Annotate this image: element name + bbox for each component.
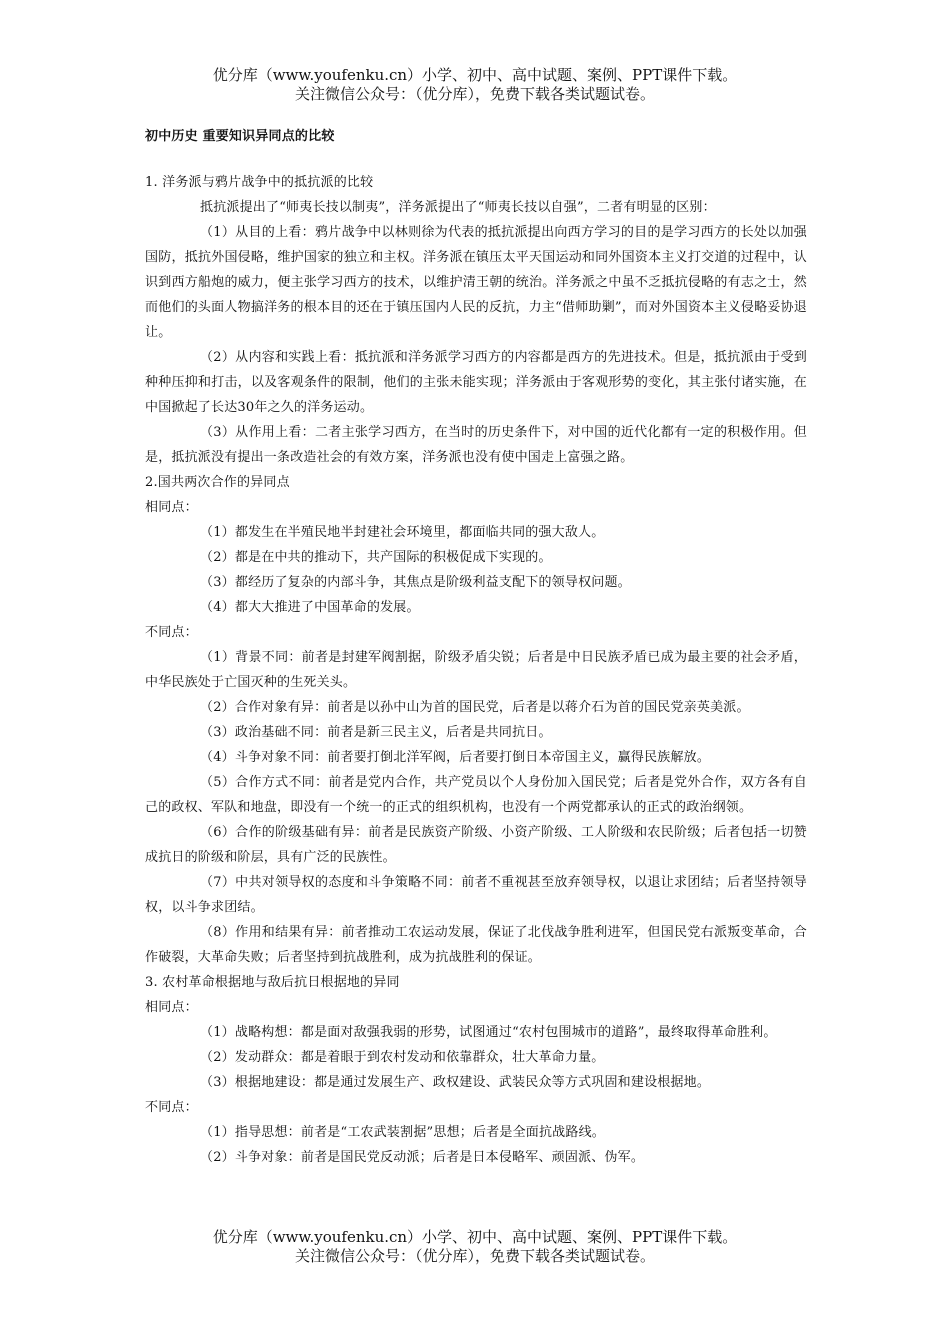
section-3-same-item: （1）战略构想：都是面对敌强我弱的形势，试图通过“农村包围城市的道路”，最终取得革命胜利。 (200, 1025, 777, 1040)
section-2-diff-item: （3）政治基础不同：前者是新三民主义，后者是共同抗日。 (200, 725, 552, 740)
section-2-diff-item: （1）背景不同：前者是封建军阀割据，阶级矛盾尖锐；后者是中日民族矛盾已成为最主要的社会矛盾，中华民族处于亡国灭种的生死关头。 (145, 650, 807, 690)
document-title: 初中历史 重要知识异同点的比较 (145, 129, 335, 144)
section-1-paragraph: （1）从目的上看：鸦片战争中以林则徐为代表的抵抗派提出向西方学习的目的是学习西方的长处以加强国防，抵抗外国侵略，维护国家的独立和主权。洋务派在镇压太平天国运动和同外国资本主义打交道的过程中，认识到西方船炮的威力，便主张学习西方的技术，以维护清王朝的统治。洋务派之中虽不乏抵抗侵略的有志之士，然而他们的头面人物搞洋务的根本目的还在于镇压国内人民的反抗，力主“借师助剿”，而对外国资本主义侵略妥协退让。 (145, 225, 807, 340)
section-1-paragraph: （3）从作用上看：二者主张学习西方，在当时的历史条件下，对中国的近代化都有一定的积极作用。但是，抵抗派没有提出一条改造社会的有效方案，洋务派也没有使中国走上富强之路。 (145, 425, 807, 465)
header-banner (0, 66, 950, 104)
banner-line-1: 优分库（www.youfenku.cn）小学、初中、高中试题、案例、PPT课件下载。 (212, 1228, 738, 1246)
section-3-diff-label: 不同点： (145, 1100, 198, 1115)
banner-line-1: 优分库（www.youfenku.cn）小学、初中、高中试题、案例、PPT课件下载。 (212, 66, 738, 84)
section-3-same-label: 相同点： (145, 1000, 198, 1015)
section-1-paragraph: （2）从内容和实践上看：抵抗派和洋务派学习西方的内容都是西方的先进技术。但是，抵抗派由于受到种种压抑和打击，以及客观条件的限制，他们的主张未能实现；洋务派由于客观形势的变化，其主张付诸实施，在中国掀起了长达30年之久的洋务运动。 (145, 350, 807, 415)
section-2-diff-item: （4）斗争对象不同：前者要打倒北洋军阀，后者要打倒日本帝国主义，赢得民族解放。 (200, 750, 711, 765)
footer-banner (0, 1228, 950, 1266)
section-2-same-item: （1）都发生在半殖民地半封建社会环境里，都面临共同的强大敌人。 (200, 525, 605, 540)
section-2-diff-label: 不同点： (145, 625, 198, 640)
section-2-same-item: （3）都经历了复杂的内部斗争，其焦点是阶级利益支配下的领导权问题。 (200, 575, 631, 590)
banner-line-2: 关注微信公众号：（优分库），免费下载各类试题试卷。 (294, 1247, 655, 1265)
section-1-heading: 1. 洋务派与鸦片战争中的抵抗派的比较 (145, 175, 374, 190)
section-2-diff-item: （8）作用和结果有异：前者推动工农运动发展，保证了北伐战争胜利进军，但国民党右派叛变革命，合作破裂，大革命失败；后者坚持到抗战胜利，成为抗战胜利的保证。 (145, 925, 807, 965)
section-2-same-label: 相同点： (145, 500, 198, 515)
section-3-same-item: （3）根据地建设：都是通过发展生产、政权建设、武装民众等方式巩固和建设根据地。 (200, 1075, 711, 1090)
section-1-intro: 抵抗派提出了“师夷长技以制夷”，洋务派提出了“师夷长技以自强”，二者有明显的区别： (200, 200, 716, 215)
section-2-diff-item: （2）合作对象有异：前者是以孙中山为首的国民党，后者是以蒋介石为首的国民党亲英美派。 (200, 700, 750, 715)
section-2-same-item: （4）都大大推进了中国革命的发展。 (200, 600, 420, 615)
section-2-heading: 2.国共两次合作的异同点 (145, 475, 290, 490)
section-2-diff-item: （5）合作方式不同：前者是党内合作，共产党员以个人身份加入国民党；后者是党外合作，双方各有自己的政权、军队和地盘，即没有一个统一的正式的组织机构，也没有一个两党都承认的正式的政治纲领。 (145, 775, 807, 815)
document-body (145, 127, 807, 1170)
section-3-diff-item: （2）斗争对象：前者是国民党反动派；后者是日本侵略军、顽固派、伪军。 (200, 1150, 645, 1165)
section-3-same-item: （2）发动群众：都是着眼于到农村发动和依靠群众，壮大革命力量。 (200, 1050, 605, 1065)
section-2-same-item: （2）都是在中共的推动下，共产国际的积极促成下实现的。 (200, 550, 552, 565)
section-3-diff-item: （1）指导思想：前者是“工农武装割据”思想；后者是全面抗战路线。 (200, 1125, 605, 1140)
banner-line-2: 关注微信公众号：（优分库），免费下载各类试题试卷。 (294, 85, 655, 103)
section-3-heading: 3. 农村革命根据地与敌后抗日根据地的异同 (145, 975, 400, 990)
section-2-diff-item: （6）合作的阶级基础有异：前者是民族资产阶级、小资产阶级、工人阶级和农民阶级；后者包括一切赞成抗日的阶级和阶层，具有广泛的民族性。 (145, 825, 807, 865)
section-2-diff-item: （7）中共对领导权的态度和斗争策略不同：前者不重视甚至放弃领导权，以退让求团结；后者坚持领导权，以斗争求团结。 (145, 875, 807, 915)
